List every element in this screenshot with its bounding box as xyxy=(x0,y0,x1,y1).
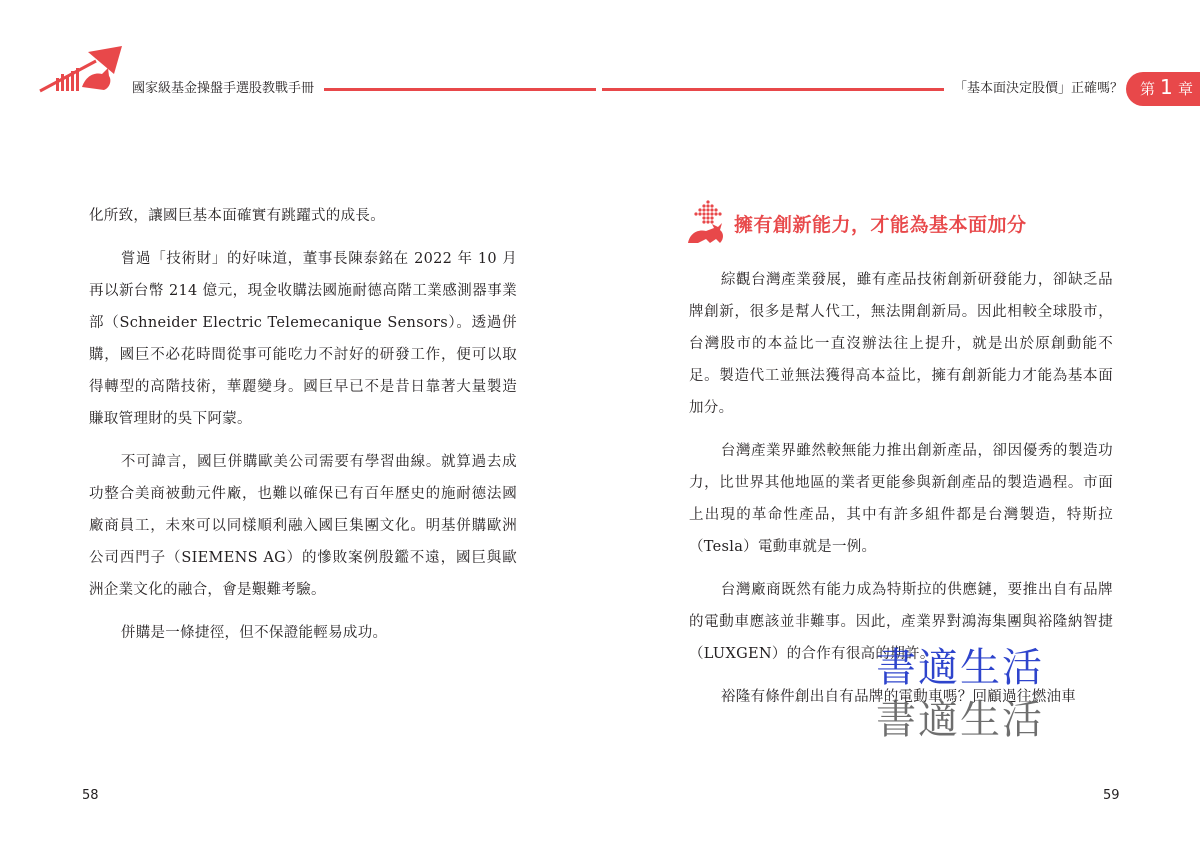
header-rule-left xyxy=(324,88,596,91)
watermark-bottom: 書適生活 xyxy=(876,697,1044,743)
chapter-badge xyxy=(1126,72,1200,106)
right-paragraph-2: 台灣產業界雖然較無能力推出創新產品，卻因優秀的製造功力，比世界其他地區的業者更能參與新創產品的製造過程。市面上出現的革命性產品，其中有許多組件都是台灣製造，特斯拉（Tesla）電動車就是一例。 xyxy=(689,443,1113,555)
chapter-suffix: 章 xyxy=(1178,80,1194,98)
left-paragraph-2: 嘗過「技術財」的好味道，董事長陳泰銘在 2022 年 10 月再以新台幣 214 億元，現金收購法國施耐德高階工業感測器事業部（Schneider Electric Telemecanique Sensors）。透過併購，國巨不必花時間從事可能吃力不討好的研發工作，便可以取得轉型的高階技術，華麗變身。國巨早已不是昔日靠著大量製造賺取管理財的吳下阿蒙。 xyxy=(89,251,517,427)
left-paragraph-1: 化所致，讓國巨基本面確實有跳躍式的成長。 xyxy=(89,208,385,224)
left-page-body xyxy=(89,200,517,660)
right-paragraph-1: 綜觀台灣產業發展，雖有產品技術創新研發能力，卻缺乏品牌創新，很多是幫人代工，無法開創新局。因此相較全球股市，台灣股市的本益比一直沒辦法往上提升，就是出於原創動能不足。製造代工並無法獲得高本益比，擁有創新能力才能為基本面加分。 xyxy=(689,272,1113,416)
chapter-number: 1 xyxy=(1160,75,1173,99)
watermark-top: 書適生活 xyxy=(876,645,1044,691)
right-page-number: 59 xyxy=(1103,788,1120,803)
bull-chart-logo-icon xyxy=(38,44,124,94)
header-rule-right xyxy=(602,88,944,91)
running-section-title: 「基本面決定股價」正確嗎？ xyxy=(954,81,1124,96)
chapter-prefix: 第 xyxy=(1140,80,1156,98)
section-heading: 擁有創新能力，才能為基本面加分 xyxy=(734,214,1027,236)
right-paragraph-4: 裕隆有條件創出自有品牌的電動車嗎？回顧過往燃油車 xyxy=(720,689,1077,705)
right-paragraph-3: 台灣廠商既然有能力成為特斯拉的供應鏈，要推出自有品牌的電動車應該並非難事。因此，產業界對鴻海集團與裕隆納智捷（LUXGEN）的合作有很高的期許。 xyxy=(689,582,1113,662)
left-paragraph-4: 併購是一條捷徑，但不保證能輕易成功。 xyxy=(120,625,388,641)
left-page-number: 58 xyxy=(82,788,99,803)
book-title: 國家級基金操盤手選股教戰手冊 xyxy=(132,81,315,96)
arrow-bull-icon xyxy=(686,199,730,245)
left-paragraph-3: 不可諱言，國巨併購歐美公司需要有學習曲線。就算過去成功整合美商被動元件廠，也難以確保已有百年歷史的施耐德法國廠商員工，未來可以同樣順利融入國巨集團文化。明基併購歐洲公司西門子（SIEMENS AG）的慘敗案例殷鑑不遠，國巨與歐洲企業文化的融合，會是艱難考驗。 xyxy=(89,454,517,598)
